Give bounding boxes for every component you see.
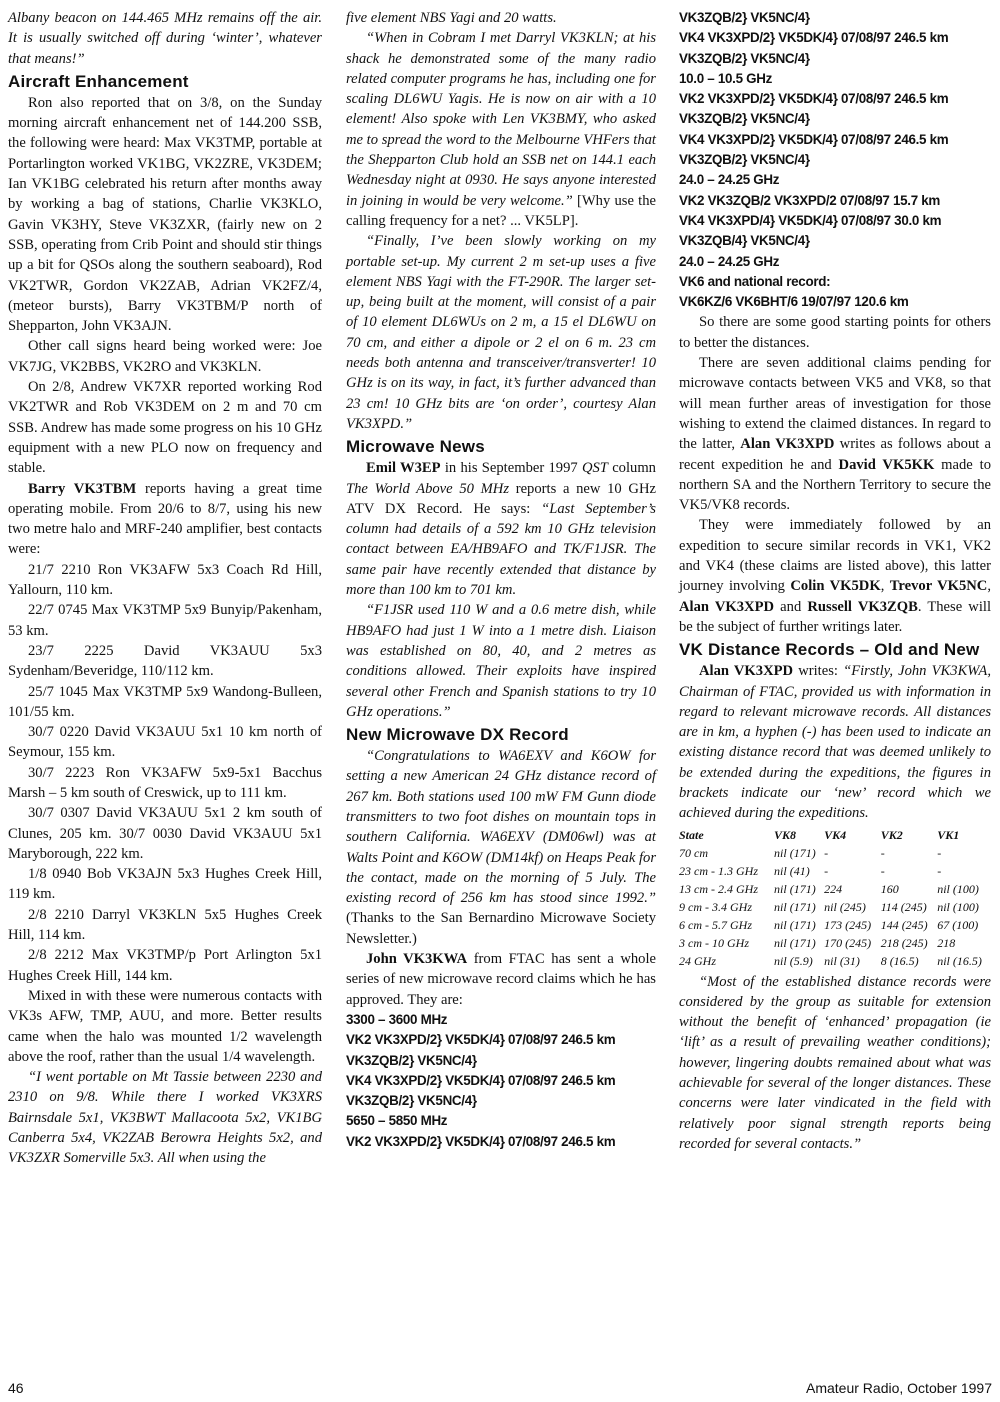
paragraph: Albany beacon on 144.465 MHz remains off the air. It is usually switched off during ‘winter’, whatever that means!” <box>8 10 322 67</box>
paragraph <box>8 479 322 560</box>
paragraph <box>346 458 656 600</box>
paragraph: “Most of the established distance records were considered by the group as suitable for extension without the benefit of ‘enhanced’ propagation (ie ‘lift’ as a result of prevailing weather conditions); however, lingering doubts remained about what was achievable for several of the longer distances. These concerns were later vindicated in the field with relatively poor signal strength reports being recorded for several contacts.” <box>679 973 991 1152</box>
table-cell: 23 cm - 1.3 GHz <box>679 863 758 878</box>
table-cell: nil (171) <box>774 917 816 932</box>
table-cell: 9 cm - 3.4 GHz <box>679 899 752 914</box>
table-cell: nil (171) <box>774 881 816 896</box>
text: They were immediately followed by an expedition to secure similar records in VK1, VK2 and VK4 (these claims are listed above), this latter journey involving <box>679 517 991 595</box>
table-cell: nil (41) <box>774 863 810 878</box>
quote: “Last September’s column had details of a 592 km 10 GHz television contact between EA/HB9AFO and TK/F1JSR. The same pair have recently extended that distance by more than 100 km to 701 km. <box>346 500 656 599</box>
column-3 <box>679 8 991 1154</box>
paragraph: So there are some good starting points for others to better the distances. <box>679 314 991 351</box>
table-cell: 6 cm - 5.7 GHz <box>679 917 752 932</box>
record-list: VK3ZQB/2} VK5NC/4} VK4 VK3XPD/2} VK5DK/4} 07/08/97 246.5 km VK3ZQB/2} VK5NC/4} 10.0 – 10.5 GHz VK2 VK3XPD/2} VK5DK/4} 07/08/97 246.5 km VK3ZQB/2} VK5NC/4} VK4 VK3XPD/2} VK5DK/4} 07/08/97 246.5 km VK3ZQB/2} VK5NC/4} 24.0 – 24.25 GHz VK2 VK3ZQB/2 VK3XPD/2 07/08/97 15.7 km VK4 VK3XPD/4} VK5DK/4} 07/08/97 30.0 km VK3ZQB/4} VK5NC/4} 24.0 – 24.25 GHz VK6 and national record: VK6KZ/6 VK6BHT/6 19/07/97 120.6 km <box>679 10 949 310</box>
contact-entry: 30/7 0220 David VK3AUU 5x1 10 km north of Seymour, 155 km. <box>8 724 322 761</box>
text: in his September 1997 <box>440 460 582 477</box>
table-cell: nil (16.5) <box>937 953 982 968</box>
table-cell: 3 cm - 10 GHz <box>679 935 749 950</box>
paragraph <box>679 515 991 637</box>
heading-vk-distance-records: VK Distance Records – Old and New <box>679 640 980 660</box>
heading-new-microwave-dx-record: New Microwave DX Record <box>346 725 569 745</box>
contact-entry: 21/7 2210 Ron VK3AFW 5x3 Coach Rd Hill, Yallourn, 110 km. <box>8 561 322 599</box>
text: and <box>774 598 808 615</box>
text: (Thanks to the San Bernardino Microwave Society Newsletter.) <box>346 910 656 947</box>
quote: “When in Cobram I met Darryl VK3KLN; at his shack he demonstrated some of the many radio related computer programs he has, including one for scaling DL6WU Yagis. He is now on air with a 10 element! Also spoke with Len VK3BMY, who asked me to spread the word to the Melbourne VHFers that the Shepparton Club hold an SSB net on 144.1 each Wednesday night at 0930. He says anyone interested in joining in would be very welcome.” <box>346 30 656 209</box>
table-cell: nil (171) <box>774 899 816 914</box>
text: , <box>880 578 890 595</box>
table-row <box>679 898 991 916</box>
contact-entry: 2/8 2212 Max VK3TMP/p Port Arlington 5x1 Hughes Creek Hill, 144 km. <box>8 947 322 984</box>
table-cell: - <box>824 845 829 860</box>
text: column <box>607 460 656 477</box>
text: [Why use the calling frequency for a net? ... VK5LP]. <box>346 192 656 229</box>
table-row <box>679 862 991 880</box>
paragraph <box>346 746 656 949</box>
text: , <box>987 578 991 595</box>
table-cell: - <box>824 863 829 878</box>
table-cell: 114 (245) <box>880 899 927 914</box>
table-cell: nil (100) <box>937 881 979 896</box>
table-cell: - <box>880 863 885 878</box>
column-2 <box>346 8 656 1152</box>
text: made to northern SA and the Northern Territory to secure the VK5/VK8 records. <box>679 456 991 514</box>
text: . These will be the subject of further writings later. <box>679 598 991 635</box>
table-row <box>679 934 991 952</box>
table-header-row <box>679 826 991 844</box>
table-header-cell: VK8 <box>774 827 797 842</box>
table-header-cell: State <box>679 827 704 842</box>
table-cell: nil (245) <box>824 899 866 914</box>
publication-line: Amateur Radio, October 1997 <box>806 1380 992 1396</box>
paragraph: “I went portable on Mt Tassie between 2230 and 2310 on 9/8. While there I worked VK3XRS Bairnsdale 5x1, VK3BWT Mallacoota 5x2, VK1BG Canberra 5x4, VK2ZAB Berowra Heights 5x2, and VK3ZXR Somerville 5x3. All when using the <box>8 1069 322 1167</box>
table-cell: - <box>880 845 885 860</box>
paragraph <box>346 949 656 1010</box>
contact-entry: 2/8 2210 Darryl VK3KLN 5x5 Hughes Creek Hill, 114 km. <box>8 906 322 944</box>
distance-records-table <box>679 826 991 970</box>
callsign: Russell VK3ZQB <box>807 598 918 615</box>
table-cell: - <box>937 845 942 860</box>
table-header-cell: VK1 <box>937 827 960 842</box>
table-cell: 67 (100) <box>937 917 979 932</box>
table-cell: nil (171) <box>774 935 816 950</box>
table-cell: 173 (245) <box>824 917 872 932</box>
table-row <box>679 880 991 898</box>
contact-entry: 23/7 2225 David VK3AUU 5x3 Sydenham/Beveridge, 110/112 km. <box>8 642 322 680</box>
table-cell: 218 (245) <box>880 935 928 950</box>
table-cell: 144 (245) <box>880 917 928 932</box>
table-cell: 70 cm <box>679 845 708 860</box>
table-cell: 224 <box>824 881 843 896</box>
table-row <box>679 916 991 934</box>
table-cell: 218 <box>937 935 956 950</box>
column-title: The World Above 50 MHz <box>346 480 510 497</box>
table-cell: nil (171) <box>774 845 816 860</box>
table-header-cell: VK2 <box>880 827 903 842</box>
paragraph: five element NBS Yagi and 20 watts. <box>346 10 557 26</box>
paragraph: “Finally, I’ve been slowly working on my portable set-up. My current 2 m set-up uses a five element NBS Yagi with the FT-290R. The larger set-up, being built at the moment, will consist of a pair of 10 element DL6WUs on 2 m, a 15 el DL6WU on 70 cm, and either a dipole or 2 el on 6 m. 23 cm needs both antenna and transceiver/transverter! 10 GHz is on its way, in fact, it’s further advanced than 23 cm! 10 GHz bits are ‘on order’, courtesy Alan VK3XPD.” <box>346 233 656 432</box>
contact-entry: 25/7 1045 Max VK3TMP 5x9 Wandong-Bulleen, 101/55 km. <box>8 683 322 720</box>
callsign: Emil W3EP <box>366 460 441 477</box>
table-cell: 160 <box>880 881 899 896</box>
text: writes as follows about a recent expedition he and <box>679 436 991 473</box>
paragraph: Ron also reported that on 3/8, on the Sunday morning aircraft enhancement net of 144.200 SSB, the following were heard: Max VK3TMP, portable at Portarlington worked VK1BG, VK2ZRE, VK3DEM; Ian VK1BG celebrated his return after months away by working a bag of stations, Charlie VK3KLO, Gavin VK3HY, Steve VK3ZXR, (fairly new on 2 SSB, operating from Crib Point and should stir things up a bit for QSOs along the southern seaboard), Rod VK2TWR, Gordon VK2ZAB, Adrian VK2FZ/4, (meteor bursts), Barry VK3TBM/P north of Shepparton, John VK3AJN. <box>8 94 322 335</box>
callsign: John VK3KWA <box>366 951 468 968</box>
heading-aircraft-enhancement: Aircraft Enhancement <box>8 71 189 91</box>
contact-entry: 30/7 0307 David VK3AUU 5x1 2 km south of Clunes, 205 km. 30/7 0030 David VK3AUU 5x1 Maryborough, 222 km. <box>8 805 322 862</box>
contact-entry: 30/7 2223 Ron VK3AFW 5x9-5x1 Bacchus Marsh – 5 km south of Creswick, up to 111 km. <box>8 764 322 801</box>
text: There are seven additional claims pending for microwave contacts between VK5 and VK8, so that will mean further areas of investigation for those wishing to extend the claimed distances. In regard to the latter, <box>679 355 991 453</box>
table-row <box>679 952 991 970</box>
contact-entry: 22/7 0745 Max VK3TMP 5x9 Bunyip/Pakenham, 53 km. <box>8 602 322 639</box>
magazine-title: QST <box>581 460 608 477</box>
page-number: 46 <box>8 1380 24 1396</box>
table-header-cell: VK4 <box>824 827 847 842</box>
column-1 <box>8 8 322 1169</box>
callsign: Trevor VK5NC <box>889 578 988 595</box>
contact-entry: 1/8 0940 Bob VK3AJN 5x3 Hughes Creek Hill, 119 km. <box>8 866 322 903</box>
quote: “Congratulations to WA6EXV and K6OW for setting a new American 24 GHz distance record of 267 km. Both stations used 100 mW FM Gunn diode transmitters to two foot dishes on mountain tops in southern California. WA6EXV (DM06wl) was at Walts Point and K6OW (DM14kf) on Heaps Peak for the contact, made on the morning of 5 July. The existing record of 256 km has stood since 1992.” <box>346 748 656 907</box>
table-cell: nil (100) <box>937 899 979 914</box>
table-row <box>679 844 991 862</box>
paragraph <box>679 353 991 515</box>
table-cell: 8 (16.5) <box>880 953 919 968</box>
text: writes: <box>793 663 844 680</box>
callsign: Colin VK5DK <box>790 578 881 595</box>
paragraph: Mixed in with these were numerous contacts with VK3s AFW, TMP, AUU, and more. Better results came when the halo was mounted 1/2 wavelength above the roof, rather than the usual 1/4 wavelength. <box>8 987 322 1065</box>
table-cell: 24 GHz <box>679 953 717 968</box>
callsign: David VK5KK <box>838 456 935 473</box>
text: from FTAC has sent a whole series of new microwave record claims which he has approved. They are: <box>346 951 656 1008</box>
quote: “Firstly, John VK3KWA, Chairman of FTAC, provided us with information in regard to relevant microwave records. All distances are in km, a hyphen (-) has been used to indicate an existing distance record that was deemed unlikely to be extended during the expeditions, the figures in brackets indicate our ‘new’ record which we achieved during the expeditions. <box>679 663 991 822</box>
callsign: Alan VK3XPD <box>740 436 835 453</box>
callsign: Alan VK3XPD <box>699 663 794 680</box>
callsign: Alan VK3XPD <box>679 598 775 615</box>
paragraph: On 2/8, Andrew VK7XR reported working Rod VK2TWR and Rob VK3DEM on 2 m and 70 cm SSB. Andrew has made some progress on his 10 GHz equipment with a new PLO now on frequency and stable. <box>8 379 322 477</box>
callsign: Barry VK3TBM <box>28 480 137 497</box>
table-cell: nil (5.9) <box>774 953 813 968</box>
text: reports a new 10 GHz ATV DX Record. He says: <box>346 480 656 517</box>
paragraph <box>346 28 656 231</box>
heading-microwave-news: Microwave News <box>346 437 485 457</box>
paragraph: “F1JSR used 110 W and a 0.6 metre dish, while HB9AFO had just 1 W into a 1 metre dish. Liaison was established on 80, 40, and 2 metres as conditions allowed. Their exploits have inspired several other French and Spanish stations to try 10 GHz operations.” <box>346 602 656 720</box>
paragraph: Other call signs heard being worked were: Joe VK7JG, VK2BBS, VK2RO and VK3KLN. <box>8 338 322 375</box>
record-list: 3300 – 3600 MHz VK2 VK3XPD/2} VK5DK/4} 07/08/97 246.5 km VK3ZQB/2} VK5NC/4} VK4 VK3XPD/2} VK5DK/4} 07/08/97 246.5 km VK3ZQB/2} VK5NC/4} 5650 – 5850 MHz VK2 VK3XPD/2} VK5DK/4} 07/08/97 246.5 km <box>346 1011 616 1149</box>
paragraph <box>679 661 991 823</box>
text: reports having a great time operating mobile. From 20/6 to 8/7, using his new two metre halo and MRF-240 amplifier, best contacts were: <box>8 480 322 558</box>
table-cell: 13 cm - 2.4 GHz <box>679 881 758 896</box>
table-cell: nil (31) <box>824 953 860 968</box>
table-cell: 170 (245) <box>824 935 872 950</box>
table-cell: - <box>937 863 942 878</box>
